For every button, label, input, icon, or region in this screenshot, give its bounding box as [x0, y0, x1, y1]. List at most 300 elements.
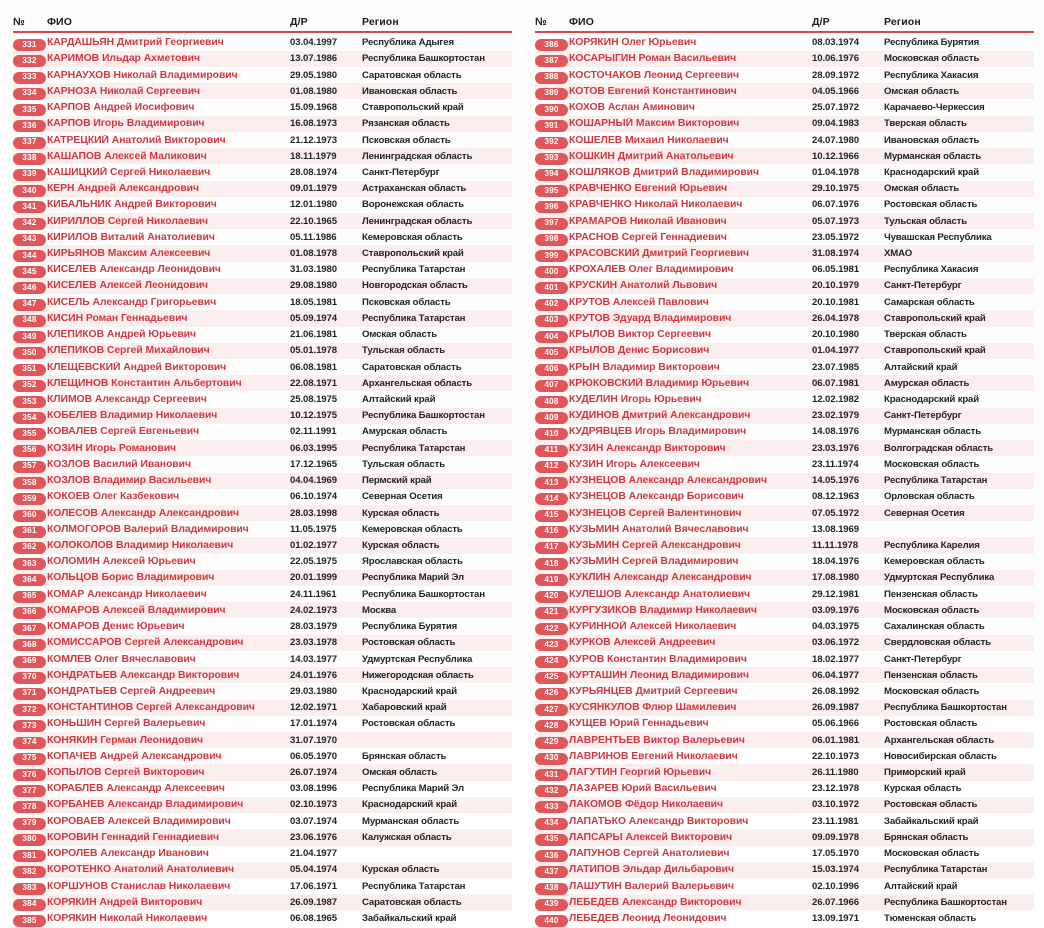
region-cell: Ленинградская область [362, 150, 473, 162]
row-number-badge: 420 [535, 591, 568, 603]
table-row[interactable] [13, 489, 512, 505]
row-number-badge: 391 [535, 120, 568, 132]
row-number-badge: 400 [535, 266, 568, 278]
person-name-cell: КИРИЛЛОВ Сергей Николаевич [47, 215, 208, 227]
column-header-dob: Д/Р [812, 16, 830, 28]
person-name-cell: ЛАКОМОВ Фёдор Николаевич [569, 799, 723, 811]
person-name-cell: КОШАРНЫЙ Максим Викторович [569, 118, 740, 130]
table-row[interactable] [535, 375, 1034, 391]
person-name-cell: КУДИНОВ Дмитрий Александрович [569, 410, 751, 422]
table-row[interactable] [13, 375, 512, 391]
person-name-cell: КРЫН Владимир Викторович [569, 361, 720, 373]
table-row[interactable] [535, 181, 1034, 197]
region-cell: Курская область [884, 783, 962, 795]
table-row[interactable] [535, 245, 1034, 261]
table-row[interactable] [13, 716, 512, 732]
row-number-badge: 334 [13, 88, 46, 100]
table-row[interactable] [535, 797, 1034, 813]
row-number-badge: 376 [13, 769, 46, 781]
table-row[interactable] [13, 343, 512, 359]
person-name-cell: КУРГУЗИКОВ Владимир Николаевич [569, 604, 757, 616]
date-of-birth-cell: 31.08.1974 [812, 248, 860, 260]
region-cell: Республика Татарстан [362, 880, 466, 892]
date-of-birth-cell: 29.12.1981 [812, 588, 860, 600]
table-row[interactable] [13, 116, 512, 132]
region-cell: Ростовская область [884, 199, 978, 211]
table-row[interactable] [535, 700, 1034, 716]
row-number-badge: 373 [13, 720, 46, 732]
row-number-badge: 439 [535, 899, 568, 911]
region-cell: Орловская область [884, 491, 975, 503]
table-row[interactable] [13, 245, 512, 261]
date-of-birth-cell: 14.05.1976 [812, 475, 860, 487]
region-cell: Северная Осетия [362, 491, 443, 503]
date-of-birth-cell: 10.06.1976 [812, 53, 860, 65]
person-name-cell: КОЛМОГОРОВ Валерий Владимирович [47, 523, 249, 535]
row-number-badge: 417 [535, 542, 568, 554]
person-name-cell: КРАСОВСКИЙ Дмитрий Георгиевич [569, 248, 749, 260]
table-row[interactable] [535, 554, 1034, 570]
table-row[interactable] [535, 635, 1034, 651]
table-row[interactable] [13, 278, 512, 294]
person-name-cell: КОРАБЛЕВ Александр Алексеевич [47, 783, 225, 795]
person-name-cell: КАРПОВ Игорь Владимирович [47, 118, 205, 130]
row-number-badge: 436 [535, 850, 568, 862]
region-cell: Сахалинская область [884, 621, 985, 633]
row-number-badge: 361 [13, 526, 46, 538]
table-row[interactable] [13, 408, 512, 424]
row-number-badge: 422 [535, 623, 568, 635]
person-name-cell: КИСЕЛЕВ Александр Леонидович [47, 264, 221, 276]
region-cell: Свердловская область [884, 637, 991, 649]
table-row[interactable] [13, 51, 512, 67]
table-row[interactable] [535, 229, 1034, 245]
date-of-birth-cell: 05.01.1978 [290, 345, 338, 357]
person-name-cell: КАРНАУХОВ Николай Владимирович [47, 69, 238, 81]
row-number-badge: 348 [13, 315, 46, 327]
table-row[interactable] [535, 99, 1034, 115]
row-number-badge: 423 [535, 639, 568, 651]
table-row[interactable] [13, 164, 512, 180]
table-row[interactable] [13, 764, 512, 780]
row-number-badge: 399 [535, 250, 568, 262]
date-of-birth-cell: 01.04.1977 [812, 345, 860, 357]
person-name-cell: ЛАЗАРЕВ Юрий Васильевич [569, 783, 717, 795]
person-name-cell: КУЗЬМИН Сергей Владимирович [569, 556, 739, 568]
table-row[interactable] [13, 456, 512, 472]
table-row[interactable] [535, 278, 1034, 294]
row-number-badge: 340 [13, 185, 46, 197]
table-row[interactable] [13, 473, 512, 489]
region-cell: Алтайский край [362, 394, 436, 406]
date-of-birth-cell: 06.07.1981 [812, 377, 860, 389]
row-number-badge: 362 [13, 542, 46, 554]
table-row[interactable] [535, 197, 1034, 213]
person-name-cell: КИСИН Роман Геннадьевич [47, 312, 188, 324]
row-number-badge: 415 [535, 510, 568, 522]
table-row[interactable] [13, 99, 512, 115]
row-number-badge: 428 [535, 720, 568, 732]
person-name-cell: КОМИССАРОВ Сергей Александрович [47, 637, 244, 649]
person-name-cell: КАРПОВ Андрей Иосифович [47, 102, 195, 114]
table-row[interactable] [535, 116, 1034, 132]
person-name-cell: КОЛОКОЛОВ Владимир Николаевич [47, 539, 234, 551]
date-of-birth-cell: 09.09.1978 [812, 831, 860, 843]
row-number-badge: 344 [13, 250, 46, 262]
region-cell: Санкт-Петербург [884, 653, 962, 665]
date-of-birth-cell: 06.05.1981 [812, 264, 860, 276]
date-of-birth-cell: 14.03.1977 [290, 653, 338, 665]
table-row[interactable] [13, 213, 512, 229]
table-row[interactable] [535, 148, 1034, 164]
table-row[interactable] [535, 667, 1034, 683]
table-row[interactable] [13, 424, 512, 440]
region-cell: Ставропольский край [362, 102, 464, 114]
table-row[interactable] [13, 83, 512, 99]
date-of-birth-cell: 05.06.1966 [812, 718, 860, 730]
date-of-birth-cell: 15.09.1968 [290, 102, 338, 114]
date-of-birth-cell: 24.11.1961 [290, 588, 337, 600]
region-cell: Карачаево-Черкессия [884, 102, 985, 114]
region-cell: Ярославская область [362, 556, 463, 568]
date-of-birth-cell: 03.04.1997 [290, 37, 338, 49]
table-row[interactable] [535, 878, 1034, 894]
region-cell: Ростовская область [884, 799, 978, 811]
row-number-badge: 388 [535, 72, 568, 84]
table-row[interactable] [13, 537, 512, 553]
person-name-cell: КРЫЛОВ Виктор Сергеевич [569, 329, 712, 341]
date-of-birth-cell: 03.09.1976 [812, 604, 860, 616]
person-name-cell: КОРЯКИН Андрей Викторович [47, 896, 203, 908]
table-row[interactable] [535, 846, 1034, 862]
table-row[interactable] [535, 586, 1034, 602]
table-row[interactable] [535, 327, 1034, 343]
table-row[interactable] [535, 294, 1034, 310]
person-name-cell: КИСЕЛЬ Александр Григорьевич [47, 296, 217, 308]
table-row[interactable] [535, 83, 1034, 99]
date-of-birth-cell: 20.10.1980 [812, 329, 860, 341]
date-of-birth-cell: 06.04.1977 [812, 669, 860, 681]
row-number-badge: 369 [13, 656, 46, 668]
date-of-birth-cell: 23.05.1972 [812, 231, 860, 243]
region-cell: Тверская область [884, 118, 967, 130]
table-row[interactable] [13, 505, 512, 521]
date-of-birth-cell: 26.09.1987 [290, 896, 338, 908]
date-of-birth-cell: 01.08.1978 [290, 248, 338, 260]
row-number-badge: 347 [13, 299, 46, 311]
date-of-birth-cell: 06.08.1981 [290, 361, 338, 373]
row-number-badge: 411 [535, 445, 568, 457]
table-row[interactable] [13, 35, 512, 51]
table-row[interactable] [535, 473, 1034, 489]
table-row[interactable] [13, 667, 512, 683]
date-of-birth-cell: 17.06.1971 [290, 880, 338, 892]
region-cell: Ростовская область [362, 718, 456, 730]
date-of-birth-cell: 02.11.1991 [290, 426, 337, 438]
table-row[interactable] [13, 651, 512, 667]
table-row[interactable] [13, 359, 512, 375]
table-row[interactable] [13, 602, 512, 618]
table-row[interactable] [13, 635, 512, 651]
table-row[interactable] [535, 716, 1034, 732]
table-row[interactable] [535, 440, 1034, 456]
table-row[interactable] [535, 732, 1034, 748]
row-number-cell [13, 910, 47, 928]
person-name-cell: КУДРЯВЦЕВ Игорь Владимирович [569, 426, 747, 438]
date-of-birth-cell: 08.12.1963 [812, 491, 860, 503]
table-row[interactable] [535, 618, 1034, 634]
table-row[interactable] [13, 829, 512, 845]
row-number-cell [535, 910, 569, 928]
table-row[interactable] [13, 910, 512, 926]
region-cell: Ставропольский край [884, 312, 986, 324]
table-row[interactable] [13, 181, 512, 197]
table-row[interactable] [13, 391, 512, 407]
date-of-birth-cell: 28.08.1974 [290, 166, 338, 178]
table-row[interactable] [535, 894, 1034, 910]
person-name-cell: КУЗИН Александр Викторович [569, 442, 726, 454]
region-cell: Псковская область [362, 296, 451, 308]
table-row[interactable] [535, 505, 1034, 521]
row-number-badge: 374 [13, 737, 46, 749]
region-cell: Санкт-Петербург [884, 280, 962, 292]
date-of-birth-cell: 29.03.1980 [290, 685, 338, 697]
table-row[interactable] [535, 51, 1034, 67]
person-name-cell: КОШЕЛЕВ Михаил Николаевич [569, 134, 729, 146]
row-number-badge: 365 [13, 591, 46, 603]
region-cell: Брянская область [884, 831, 969, 843]
person-name-cell: КЛЕПИКОВ Сергей Михайлович [47, 345, 210, 357]
person-name-cell: КОМАРОВ Алексей Владимирович [47, 604, 226, 616]
person-name-cell: КОЗИН Игорь Романович [47, 442, 177, 454]
table-row[interactable] [13, 440, 512, 456]
date-of-birth-cell: 28.03.1979 [290, 621, 338, 633]
table-row[interactable] [535, 132, 1034, 148]
table-row[interactable] [535, 213, 1034, 229]
region-cell: Тульская область [884, 215, 967, 227]
row-number-badge: 335 [13, 104, 46, 116]
table-row[interactable] [13, 132, 512, 148]
table-row[interactable] [535, 164, 1034, 180]
table-row[interactable] [535, 910, 1034, 926]
date-of-birth-cell: 16.08.1973 [290, 118, 338, 130]
row-number-badge: 401 [535, 282, 568, 294]
table-row[interactable] [535, 781, 1034, 797]
table-row[interactable] [13, 846, 512, 862]
region-cell: Московская область [884, 458, 980, 470]
date-of-birth-cell: 20.01.1999 [290, 572, 338, 584]
person-name-cell: КЛИМОВ Александр Сергеевич [47, 394, 207, 406]
table-row[interactable] [535, 262, 1034, 278]
region-cell: Калужская область [362, 831, 452, 843]
region-cell: Республика Татарстан [884, 475, 988, 487]
row-number-badge: 430 [535, 753, 568, 765]
date-of-birth-cell: 08.03.1974 [812, 37, 860, 49]
row-number-badge: 352 [13, 380, 46, 392]
region-cell: Псковская область [362, 134, 451, 146]
region-cell: Республика Карелия [884, 539, 980, 551]
person-name-cell: ЛАВРИНОВ Евгений Николаевич [569, 750, 738, 762]
person-name-cell: КУКЛИН Александр Александрович [569, 572, 752, 584]
table-row[interactable] [13, 229, 512, 245]
date-of-birth-cell: 01.04.1978 [812, 166, 860, 178]
row-number-badge: 426 [535, 688, 568, 700]
table-row[interactable] [535, 456, 1034, 472]
row-number-badge: 414 [535, 493, 568, 505]
table-row[interactable] [13, 570, 512, 586]
date-of-birth-cell: 17.12.1965 [290, 458, 338, 470]
table-row[interactable] [535, 829, 1034, 845]
person-name-cell: КОРЯКИН Николай Николаевич [47, 913, 208, 925]
table-row[interactable] [13, 554, 512, 570]
table-row[interactable] [13, 148, 512, 164]
date-of-birth-cell: 06.01.1981 [812, 734, 860, 746]
row-number-badge: 438 [535, 883, 568, 895]
table-row[interactable] [535, 813, 1034, 829]
date-of-birth-cell: 26.07.1974 [290, 767, 338, 779]
row-number-badge: 354 [13, 412, 46, 424]
date-of-birth-cell: 21.12.1973 [290, 134, 338, 146]
row-number-badge: 333 [13, 72, 46, 84]
row-number-badge: 371 [13, 688, 46, 700]
row-number-badge: 393 [535, 153, 568, 165]
region-cell: Саратовская область [362, 896, 462, 908]
table-row[interactable] [535, 521, 1034, 537]
table-row[interactable] [535, 67, 1034, 83]
row-number-badge: 437 [535, 866, 568, 878]
region-cell: Омская область [362, 329, 437, 341]
date-of-birth-cell: 26.09.1987 [812, 702, 860, 714]
region-cell: Санкт-Петербург [362, 166, 440, 178]
date-of-birth-cell: 18.02.1977 [812, 653, 860, 665]
column-header-region: Регион [884, 16, 921, 28]
table-row[interactable] [535, 683, 1034, 699]
person-name-cell: КОХОВ Аслан Аминович [569, 102, 695, 114]
table-row[interactable] [13, 294, 512, 310]
column-header-dob: Д/Р [290, 16, 308, 28]
person-name-cell: КАРНОЗА Николай Сергеевич [47, 85, 201, 97]
table-row[interactable] [535, 748, 1034, 764]
date-of-birth-cell: 26.11.1980 [812, 767, 859, 779]
table-row[interactable] [535, 602, 1034, 618]
table-row[interactable] [535, 764, 1034, 780]
person-name-cell: КРУТОВ Алексей Павлович [569, 296, 709, 308]
region-cell: Республика Татарстан [362, 442, 466, 454]
table-row[interactable] [535, 391, 1034, 407]
region-cell: Пензенская область [884, 588, 978, 600]
date-of-birth-cell: 18.11.1979 [290, 150, 337, 162]
row-number-badge: 375 [13, 753, 46, 765]
region-cell: Саратовская область [362, 69, 462, 81]
table-row[interactable] [535, 310, 1034, 326]
date-of-birth-cell: 23.06.1976 [290, 831, 338, 843]
region-cell: Ленинградская область [362, 215, 473, 227]
date-of-birth-cell: 23.03.1978 [290, 637, 338, 649]
date-of-birth-cell: 26.08.1992 [812, 685, 860, 697]
table-row[interactable] [535, 862, 1034, 878]
region-cell: Амурская область [884, 377, 970, 389]
table-row[interactable] [13, 67, 512, 83]
table-row[interactable] [535, 359, 1034, 375]
row-number-badge: 434 [535, 818, 568, 830]
table-row[interactable] [13, 700, 512, 716]
region-cell: Республика Татарстан [362, 312, 466, 324]
row-number-badge: 390 [535, 104, 568, 116]
row-number-badge: 336 [13, 120, 46, 132]
region-cell: Краснодарский край [362, 685, 457, 697]
person-name-cell: КОРШУНОВ Станислав Николаевич [47, 880, 231, 892]
row-number-badge: 351 [13, 364, 46, 376]
row-number-badge: 402 [535, 299, 568, 311]
table-row[interactable] [535, 570, 1034, 586]
person-name-cell: КОНЯКИН Герман Леонидович [47, 734, 204, 746]
row-number-badge: 346 [13, 282, 46, 294]
region-cell: Самарская область [884, 296, 975, 308]
region-cell: Тульская область [362, 458, 445, 470]
table-row[interactable] [535, 537, 1034, 553]
table-row[interactable] [13, 310, 512, 326]
date-of-birth-cell: 06.03.1995 [290, 442, 338, 454]
table-row[interactable] [13, 262, 512, 278]
table-row[interactable] [13, 862, 512, 878]
person-name-cell: КУСЯНКУЛОВ Флюр Шамилевич [569, 702, 737, 714]
person-name-cell: КОЗЛОВ Василий Иванович [47, 458, 191, 470]
left-table-body [13, 35, 512, 927]
date-of-birth-cell: 28.03.1998 [290, 507, 338, 519]
table-row[interactable] [13, 197, 512, 213]
table-row[interactable] [13, 732, 512, 748]
table-row[interactable] [535, 651, 1034, 667]
person-name-cell: КУЗИН Игорь Алексеевич [569, 458, 700, 470]
table-row[interactable] [13, 618, 512, 634]
date-of-birth-cell: 03.08.1996 [290, 783, 338, 795]
table-row[interactable] [13, 748, 512, 764]
person-name-cell: КОРОЛЕВ Александр Иванович [47, 848, 209, 860]
date-of-birth-cell: 02.10.1973 [290, 799, 338, 811]
table-row[interactable] [13, 521, 512, 537]
row-number-badge: 364 [13, 574, 46, 586]
person-name-cell: КОЗЛОВ Владимир Васильевич [47, 475, 212, 487]
row-number-badge: 384 [13, 899, 46, 911]
person-name-cell: КОЛОМИН Алексей Юрьевич [47, 556, 196, 568]
table-row[interactable] [13, 781, 512, 797]
table-row[interactable] [535, 489, 1034, 505]
person-name-cell: ЛЕБЕДЕВ Леонид Леонидович [569, 913, 727, 925]
right-table-header-row [535, 9, 1034, 29]
person-name-cell: КОМАРОВ Денис Юрьевич [47, 621, 185, 633]
person-name-cell: ЛАГУТИН Георгий Юрьевич [569, 767, 712, 779]
table-row[interactable] [13, 878, 512, 894]
table-row[interactable] [535, 408, 1034, 424]
table-row[interactable] [535, 424, 1034, 440]
region-cell: Кемеровская область [362, 231, 463, 243]
row-number-badge: 419 [535, 574, 568, 586]
date-of-birth-cell: 26.04.1978 [812, 312, 860, 324]
region-cell: Москва [362, 604, 397, 616]
region-cell: Краснодарский край [362, 799, 457, 811]
table-row[interactable] [13, 894, 512, 910]
table-row[interactable] [535, 35, 1034, 51]
table-row[interactable] [13, 683, 512, 699]
row-number-badge: 427 [535, 704, 568, 716]
table-row[interactable] [13, 586, 512, 602]
table-row[interactable] [13, 797, 512, 813]
row-number-badge: 338 [13, 153, 46, 165]
table-row[interactable] [13, 327, 512, 343]
table-row[interactable] [535, 343, 1034, 359]
table-row[interactable] [13, 813, 512, 829]
date-of-birth-cell: 22.08.1971 [290, 377, 338, 389]
